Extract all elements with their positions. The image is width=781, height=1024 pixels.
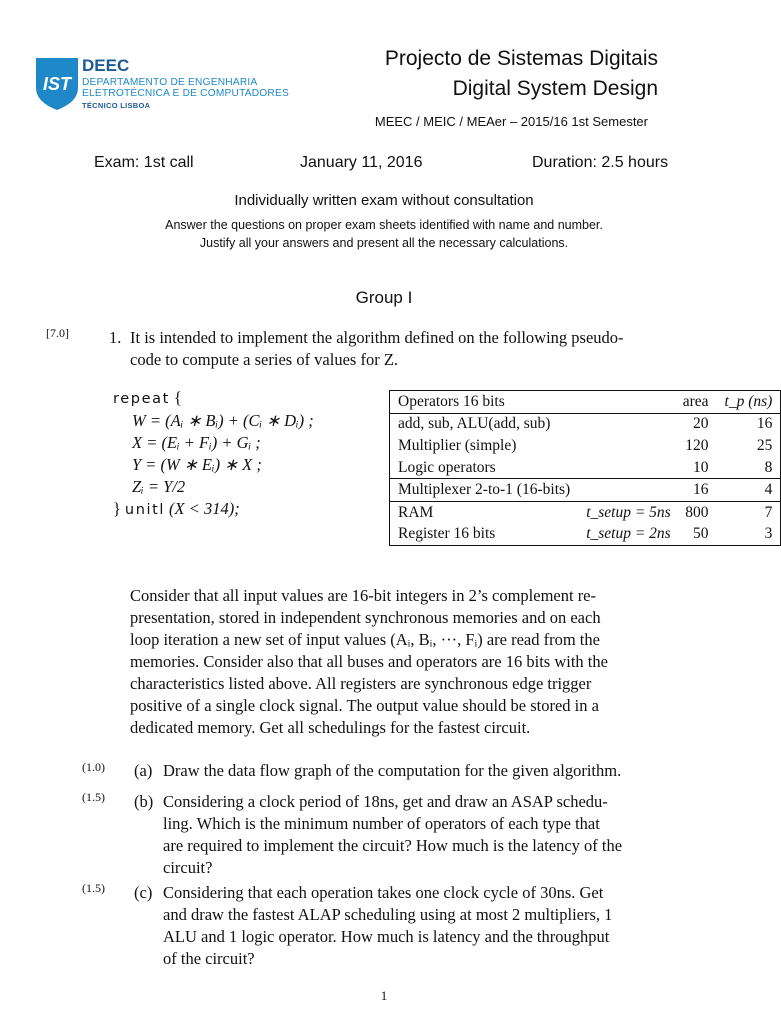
table-cell-setup: t_setup = 2ns (586, 525, 671, 543)
question-text-line2: code to compute a series of values for Z. (130, 350, 399, 369)
ist-logo (36, 58, 78, 110)
pseudo-code (113, 387, 314, 521)
code-until-keyword: unitl (124, 502, 166, 518)
subquestion-b-label: (b) (134, 792, 154, 811)
table-row (390, 501, 781, 523)
question-points: [7.0] (46, 326, 69, 340)
paragraph-line: dedicated memory. Get all schedulings for the fastest circuit. (130, 718, 531, 737)
code-line-z: Zᵢ = Y/2 (132, 477, 186, 496)
exam-date: January 11, 2016 (300, 154, 423, 171)
table-cell-area: 16 (693, 481, 709, 499)
org-name-line1: DEPARTAMENTO DE ENGENHARIA (82, 77, 258, 88)
exam-call: Exam: 1st call (94, 154, 194, 171)
paragraph-line: positive of a single clock signal. The output value should be stored in a (130, 696, 599, 715)
svg-text:IST: IST (42, 74, 72, 94)
table-cell-tp: 4 (764, 481, 773, 499)
paragraph-line: memories. Consider also that all buses and operators are 16 bits with the (130, 652, 608, 671)
subquestion-line: ALU and 1 logic operator. How much is latency and the throughput (163, 927, 610, 946)
subquestion-line: are required to implement the circuit? How much is the latency of the (163, 836, 623, 855)
paragraph-line: Consider that all input values are 16-bit integers in 2’s complement re- (130, 586, 597, 605)
page-number: 1 (380, 988, 388, 1003)
org-name-line2: ELETROTÉCNICA E DE COMPUTADORES (82, 88, 289, 99)
instructions-line2: Justify all your answers and present all the necessary calculations. (199, 236, 569, 250)
code-repeat-keyword: repeat (113, 391, 170, 407)
code-line-x: X = (Eᵢ + Fᵢ) + Gᵢ ; (132, 433, 261, 452)
table-cell-name: Multiplier (simple) (398, 436, 517, 454)
code-line-y: Y = (W ∗ Eᵢ) ∗ X ; (132, 455, 262, 474)
code-brace-open: { (173, 388, 182, 407)
subquestion-a-text (163, 760, 683, 782)
subquestion-line: Draw the data flow graph of the computation for the given algorithm. (163, 761, 622, 780)
org-short-name: DEEC (82, 56, 130, 75)
table-cell-name: Logic operators (398, 458, 496, 476)
title-en: Digital System Design (452, 77, 658, 100)
operators-table (389, 390, 781, 546)
subquestion-line: and draw the fastest ALAP scheduling using at most 2 multipliers, 1 (163, 905, 613, 924)
table-row (390, 524, 781, 546)
table-cell-tp: 16 (756, 415, 773, 433)
question-number: 1. (109, 328, 122, 347)
course-line: MEEC / MEIC / MEAer – 2015/16 1st Semester (374, 114, 648, 129)
table-row (390, 479, 781, 502)
table-cell-tp: 25 (756, 436, 773, 454)
table-cell-tp: 3 (764, 525, 773, 543)
subquestion-line: ling. Which is the minimum number of operators of each type that (163, 814, 600, 833)
subquestion-c-label: (c) (134, 883, 153, 902)
subquestion-line: circuit? (163, 858, 213, 877)
subquestion-c-text (163, 882, 677, 970)
table-row (390, 435, 781, 457)
table-row (390, 413, 781, 435)
table-cell-name: RAM (398, 503, 434, 521)
org-name-line3: TÉCNICO LISBOA (82, 101, 151, 110)
table-header-tp: t_p (ns) (724, 392, 773, 410)
code-line-w: W = (Aᵢ ∗ Bᵢ) + (Cᵢ ∗ Dᵢ) ; (132, 411, 314, 430)
code-brace-close: } (113, 499, 121, 518)
subquestion-b-text (163, 791, 677, 879)
subquestion-line: Considering a clock period of 18ns, get and draw an ASAP schedu- (163, 792, 608, 811)
subquestion-b-points: (1.5) (82, 790, 105, 804)
exam-duration: Duration: 2.5 hours (532, 154, 669, 171)
table-cell-tp: 8 (764, 458, 773, 476)
table-header-operator: Operators 16 bits (398, 392, 505, 410)
group-title: Group I (355, 288, 413, 307)
subquestion-a-points: (1.0) (82, 760, 105, 774)
table-cell-name: Register 16 bits (398, 525, 496, 543)
subquestion-line: Considering that each operation takes one clock cycle of 30ns. Get (163, 883, 604, 902)
table-row (390, 457, 781, 479)
instructions-line1: Answer the questions on proper exam sheets identified with name and number. (165, 218, 603, 232)
paragraph-line: characteristics listed above. All registers are synchronous edge trigger (130, 674, 592, 693)
subquestion-a-label: (a) (134, 761, 153, 780)
table-cell-area: 20 (693, 415, 709, 433)
problem-description (130, 585, 676, 739)
paragraph-line: loop iteration a new set of input values (Aᵢ, Bᵢ, ···, Fᵢ) are read from the (130, 630, 600, 649)
code-condition: (X < 314); (169, 499, 240, 518)
table-cell-area: 800 (685, 503, 709, 521)
table-cell-area: 120 (685, 436, 709, 454)
subquestion-line: of the circuit? (163, 949, 255, 968)
subquestion-c-points: (1.5) (82, 881, 105, 895)
table-cell-area: 10 (693, 458, 709, 476)
table-cell-setup: t_setup = 5ns (586, 503, 671, 521)
table-cell-tp: 7 (764, 503, 773, 521)
paragraph-line: presentation, stored in independent synchronous memories and on each (130, 608, 601, 627)
question-text-line1: It is intended to implement the algorithm defined on the following pseudo- (130, 328, 624, 347)
table-cell-name: add, sub, ALU(add, sub) (398, 415, 551, 433)
table-header-area: area (682, 392, 709, 410)
instructions-heading: Individually written exam without consultation (234, 192, 534, 209)
table-cell-name: Multiplexer 2-to-1 (16-bits) (398, 481, 571, 499)
title-pt: Projecto de Sistemas Digitais (384, 47, 658, 70)
table-cell-area: 50 (693, 525, 709, 543)
